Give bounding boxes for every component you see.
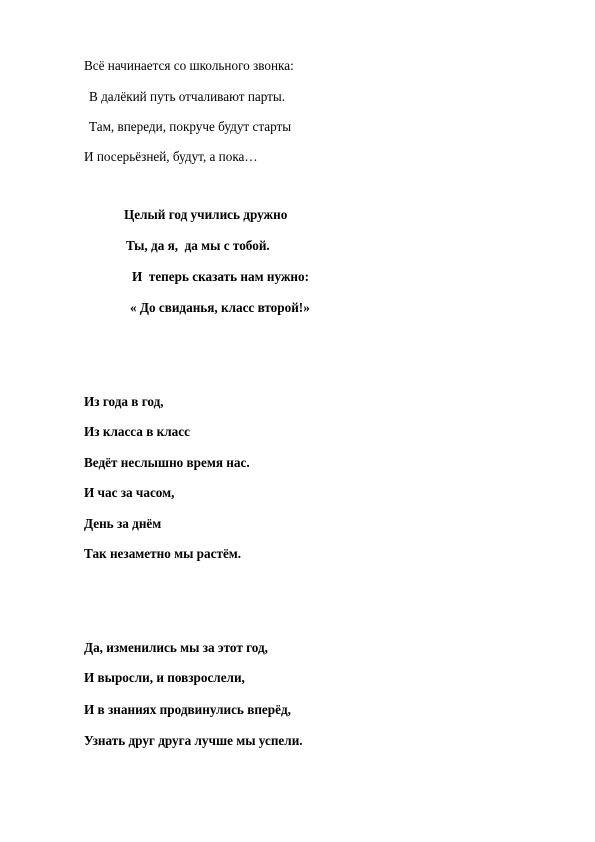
poem-line: Всё начинается со школьного звонка: bbox=[84, 58, 294, 73]
poem-line: И в знаниях продвинулись вперёд, bbox=[84, 702, 291, 717]
poem-line: Там, впереди, покруче будут старты bbox=[89, 119, 292, 134]
poem-line: Целый год учились дружно bbox=[124, 207, 288, 222]
poem-line: Ты, да я, да мы с тобой. bbox=[126, 238, 270, 253]
poem-line: И выросли, и повзрослели, bbox=[84, 670, 245, 685]
poem-line: И час за часом, bbox=[84, 485, 175, 500]
poem-line: Из года в год, bbox=[84, 394, 164, 409]
poem-line: « До свиданья, класс второй!» bbox=[130, 300, 310, 315]
poem-line: Из класса в класс bbox=[84, 424, 190, 439]
poem-line: И посерьёзней, будут, а пока… bbox=[84, 149, 258, 164]
poem-line: И теперь сказать нам нужно: bbox=[132, 269, 310, 284]
poem-line: День за днём bbox=[84, 516, 162, 531]
poem-line: В далёкий путь отчаливают парты. bbox=[89, 89, 286, 104]
poem-line: Так незаметно мы растём. bbox=[84, 546, 242, 561]
poem-line: Ведёт неслышно время нас. bbox=[84, 455, 250, 470]
poem-line: Да, изменились мы за этот год, bbox=[84, 640, 268, 655]
poem-line: Узнать друг друга лучше мы успели. bbox=[84, 733, 303, 748]
